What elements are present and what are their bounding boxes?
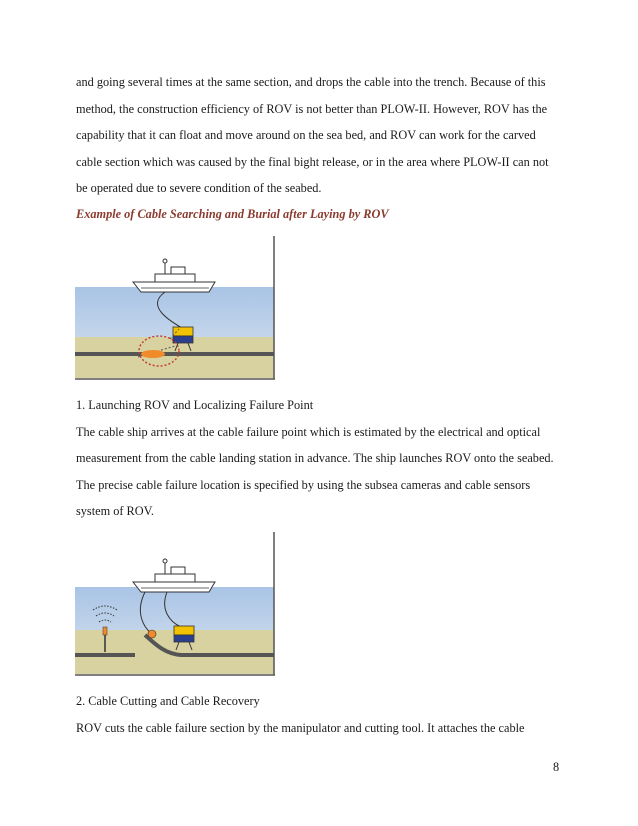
step1-line: measurement from the cable landing station in advance. The ship launches ROV onto the seabed. bbox=[76, 451, 554, 466]
intro-line: capability that it can float and move around on the sea bed, and ROV can work for the carved bbox=[76, 128, 536, 143]
step1-line: The precise cable failure location is specified by using the subsea cameras and cable sensors bbox=[76, 477, 531, 492]
step2-section bbox=[76, 688, 566, 741]
step2-line: ROV cuts the cable failure section by the manipulator and cutting tool. It attaches the cable bbox=[76, 720, 525, 735]
intro-line: and going several times at the same section, and drops the cable into the trench. Because of this bbox=[76, 75, 546, 89]
failure-point-marker bbox=[141, 350, 165, 358]
intro-paragraph bbox=[76, 69, 566, 202]
cable-ship-icon bbox=[133, 259, 215, 292]
step2-title: 2. Cable Cutting and Cable Recovery bbox=[76, 694, 260, 708]
cable-ship-icon bbox=[133, 559, 215, 592]
intro-line: cable section which was caused by the final bight release, or in the area where PLOW-II can not bbox=[76, 154, 549, 169]
step1-line: system of ROV. bbox=[76, 504, 155, 519]
step1-title: 1. Launching ROV and Localizing Failure Point bbox=[76, 398, 314, 412]
step1-section bbox=[76, 392, 566, 525]
grapnel-hook bbox=[148, 630, 156, 638]
section-heading: Example of Cable Searching and Burial after Laying by ROV bbox=[76, 207, 389, 221]
cable-cutting-illustration bbox=[75, 532, 281, 678]
intro-line: be operated due to severe condition of the seabed. bbox=[76, 181, 322, 196]
rov-launch-illustration bbox=[75, 236, 281, 382]
step1-line: The cable ship arrives at the cable failure point which is estimated by the electrical and optical bbox=[76, 424, 541, 439]
page-number: 8 bbox=[553, 760, 560, 774]
intro-line: method, the construction efficiency of ROV is not better than PLOW-II. However, ROV has the bbox=[76, 101, 548, 116]
